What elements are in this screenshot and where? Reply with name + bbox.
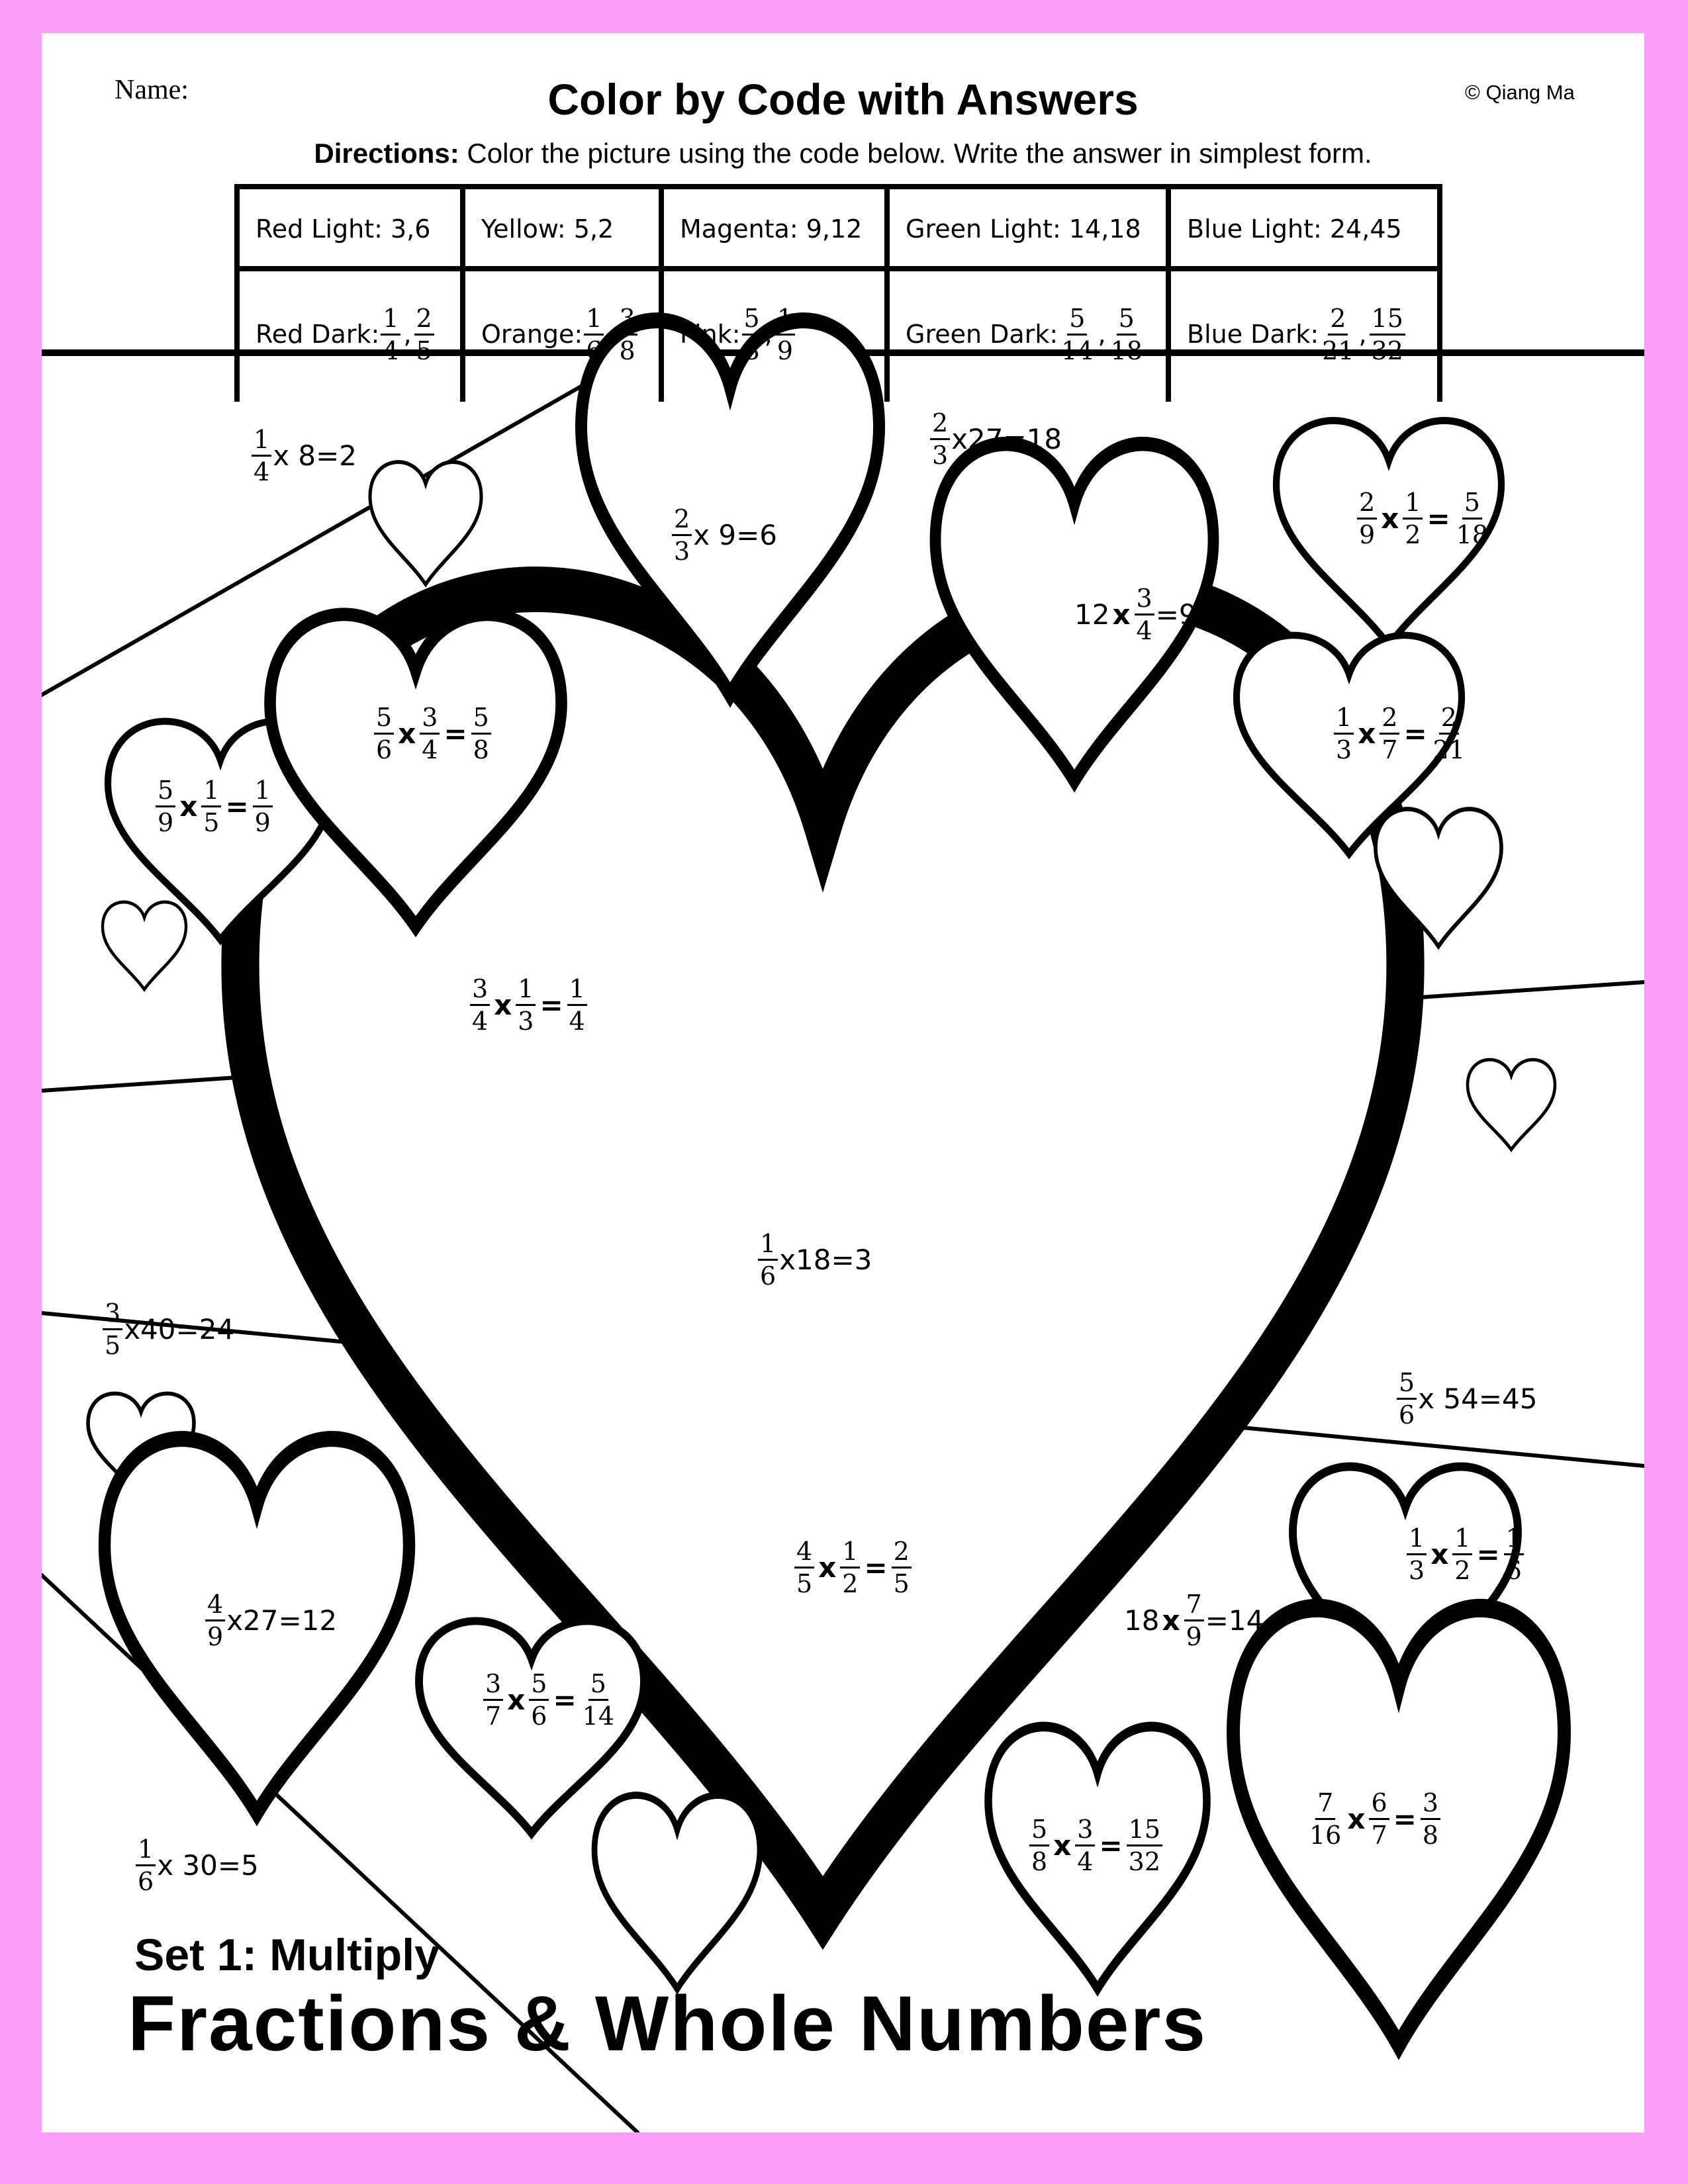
heart — [1468, 1060, 1555, 1150]
heart — [103, 902, 186, 989]
code-green-light: Green Light: 14,18 — [906, 214, 1141, 244]
directions-text: Color the picture using the code below. Write the answer in simplest form. — [459, 138, 1372, 169]
problem-14: $\frac{4}{5}$ x $\frac{1}{2}$ = $\frac{2}{5}$ — [793, 1539, 913, 1596]
problem-20: $\frac{1}{6}$ x 30=5 — [134, 1837, 259, 1894]
code-orange: Orange: $\frac{1}{6}$ , $\frac{3}{8}$ — [463, 271, 661, 397]
worksheet — [42, 33, 1644, 2132]
code-green-dark: Green Dark: $\frac{5}{14}$ , $\frac{5}{18}$ — [906, 303, 1143, 365]
problem-3: $\frac{2}{3}$ x27=18 — [929, 410, 1062, 468]
copyright-notice: © Qiang Ma — [1465, 81, 1575, 104]
heart — [594, 1796, 760, 1989]
problem-13: $\frac{1}{3}$ x $\frac{1}{2}$ = $\frac{1}{6}$ — [1405, 1525, 1525, 1583]
color-code-table — [234, 184, 1442, 402]
problem-2: $\frac{2}{3}$ x 9=6 — [671, 506, 777, 564]
code-red-dark: Red Dark: $\frac{1}{4}$ , $\frac{2}{5}$ — [237, 271, 463, 397]
code-yellow: Yellow: 5,2 — [481, 214, 614, 244]
code-magenta: Magenta: 9,12 — [680, 214, 863, 244]
code-blue-light: Blue Light: 24,45 — [1187, 214, 1402, 244]
page-title: Color by Code with Answers — [547, 75, 1139, 124]
problem-16: $\frac{3}{7}$ x $\frac{5}{6}$ = $\frac{5}{14}$ — [482, 1671, 618, 1729]
problem-19: $\frac{5}{8}$ x $\frac{3}{4}$ = $\frac{15}{32}$ — [1028, 1817, 1164, 1874]
worksheet-subtitle: Fractions & Whole Numbers — [128, 1980, 1207, 2068]
problem-10: $\frac{1}{6}$ x18=3 — [757, 1231, 872, 1289]
problem-6: $\frac{1}{3}$ x $\frac{2}{7}$ = $\frac{2}{21}$ — [1333, 705, 1468, 762]
problem-5: 12 x $\frac{3}{4}$ =9 — [1074, 584, 1197, 645]
code-blue-dark: Blue Dark: $\frac{2}{21}$ , $\frac{15}{32}$ — [1168, 271, 1440, 397]
problem-7: $\frac{5}{6}$ x $\frac{3}{4}$ = $\frac{5}{8}$ — [373, 705, 492, 762]
problem-12: $\frac{5}{6}$ x 54=45 — [1395, 1370, 1537, 1428]
heart — [370, 462, 481, 584]
problem-15: $\frac{4}{9}$ x27=12 — [204, 1592, 337, 1649]
name-label: Name: — [115, 75, 189, 105]
set-label: Set 1: Multiply — [134, 1930, 440, 1980]
directions — [42, 138, 1644, 169]
code-red-light: Red Light: 3,6 — [256, 214, 431, 244]
problem-8: $\frac{5}{9}$ x $\frac{1}{5}$ = $\frac{1}{9}$ — [154, 778, 274, 835]
problem-9: $\frac{3}{4}$ x $\frac{1}{3}$ = $\frac{1}{4}$ — [469, 976, 588, 1034]
code-pink: Pink: $\frac{5}{8}$ , $\frac{1}{9}$ — [661, 271, 887, 397]
problem-17: 18 x $\frac{7}{9}$ =14 — [1124, 1590, 1264, 1651]
problem-18: $\frac{7}{16}$ x $\frac{6}{7}$ = $\frac{3}{8}$ — [1306, 1790, 1442, 1848]
problem-4: $\frac{2}{9}$ x $\frac{1}{2}$ = $\frac{5}{18}$ — [1356, 490, 1491, 547]
problem-1: $\frac{1}{4}$ x 8=2 — [250, 427, 357, 484]
directions-label: Directions: — [314, 138, 459, 169]
problem-11: $\frac{3}{5}$ x40=24 — [101, 1300, 234, 1358]
